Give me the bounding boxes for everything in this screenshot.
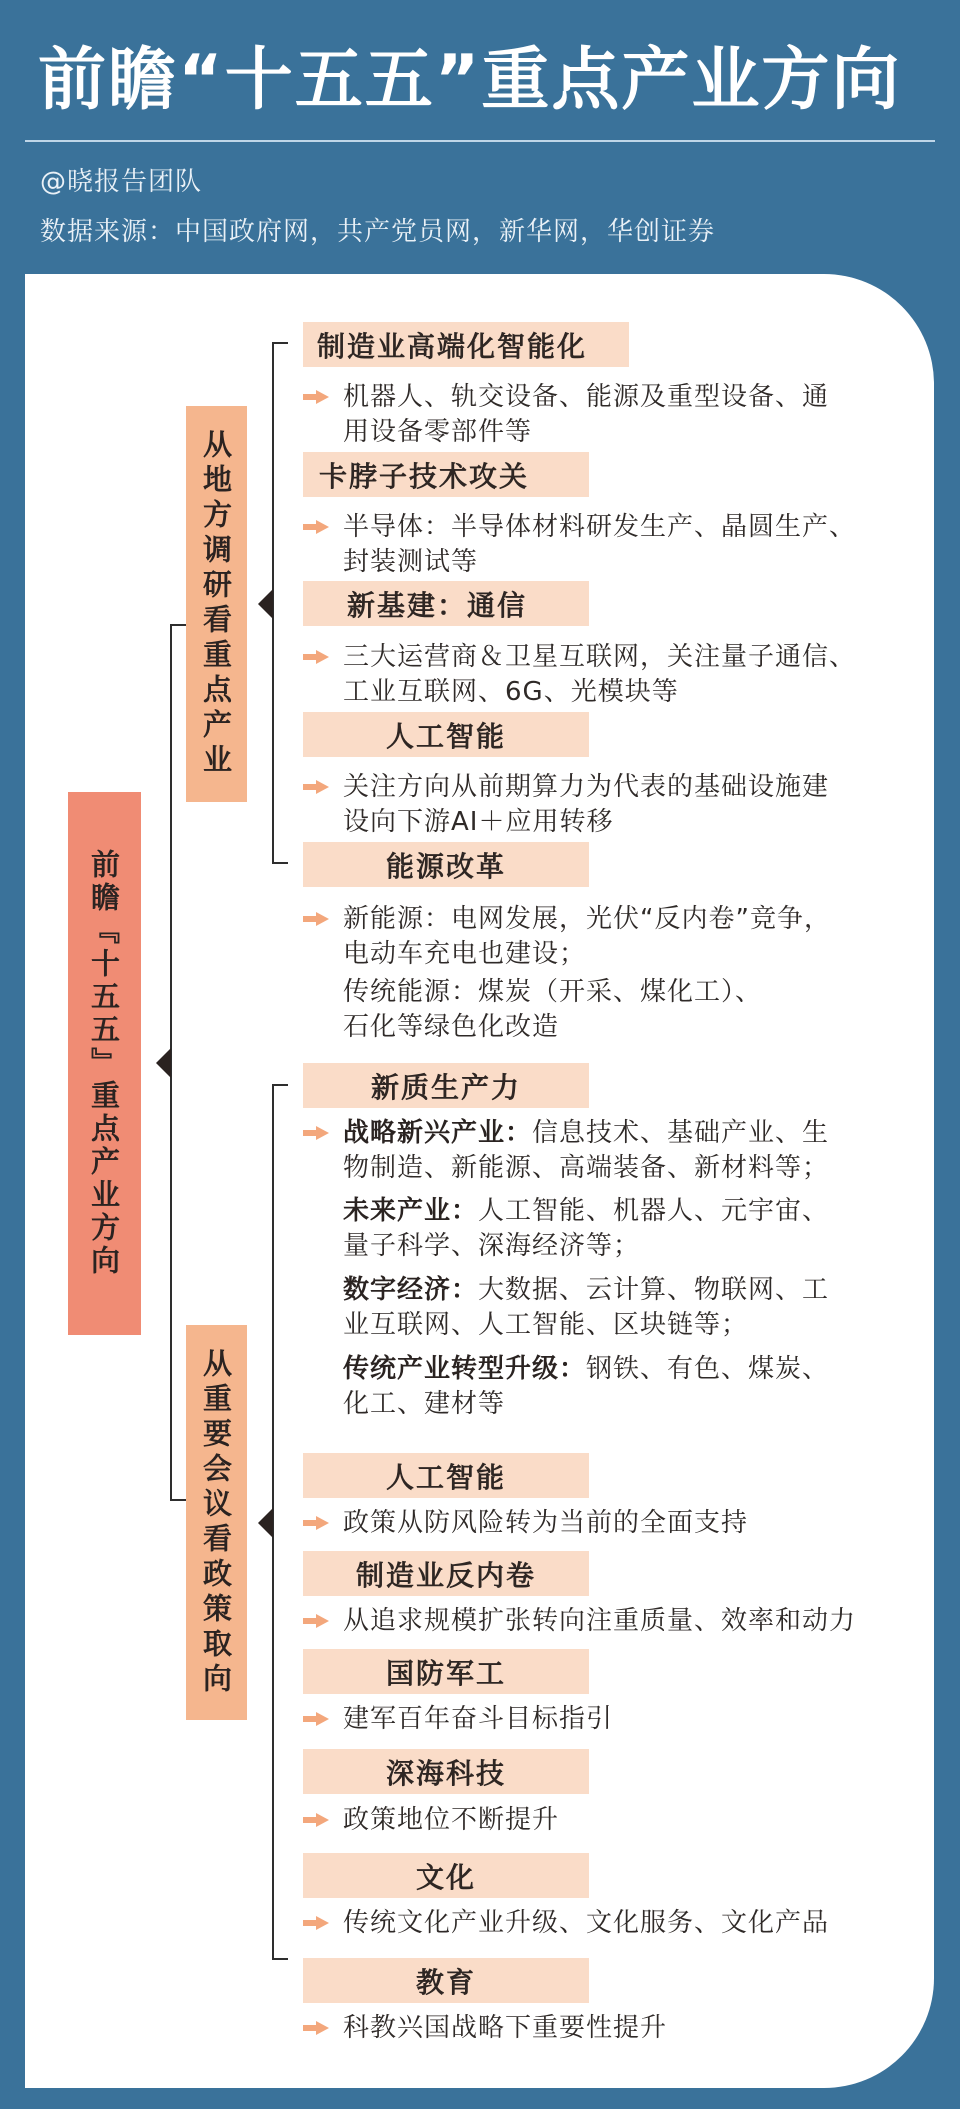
- arrow-icon: [303, 1126, 329, 1140]
- root-node-label: 前瞻『十五五』重点产业方向: [87, 849, 121, 1278]
- item-text: 传统能源：煤炭（开采、煤化工）、: [343, 977, 763, 1007]
- item-text: 新能源：电网发展，光伏“反内卷”竞争，: [343, 904, 831, 934]
- section-label: 从地方调研看重点产业: [199, 429, 233, 779]
- section1-bracket-bottom: [272, 862, 288, 864]
- section2-bracket-bottom: [272, 1958, 288, 1960]
- heading-ai-local: 人工智能: [303, 712, 589, 757]
- arrow-icon: [303, 912, 329, 926]
- section2-bracket-top: [272, 1084, 288, 1086]
- root-connector-bottom: [170, 1499, 186, 1501]
- arrow-icon: [303, 780, 329, 794]
- section1-pointer-icon: [258, 589, 273, 619]
- item-text: 政策地位不断提升: [343, 1805, 560, 1835]
- item-text: 三大运营商＆卫星互联网，关注量子通信、: [343, 642, 857, 672]
- arrow-icon: [303, 1516, 329, 1530]
- item-text: 化工、建材等: [343, 1389, 506, 1419]
- item-text: 用设备零部件等: [343, 417, 533, 447]
- section2-pointer-icon: [258, 1508, 273, 1538]
- heading-anti-involution: 制造业反内卷: [303, 1551, 589, 1596]
- heading-energy-reform: 能源改革: [303, 842, 589, 887]
- item-text: 关注方向从前期算力为代表的基础设施建: [343, 772, 830, 802]
- arrow-icon: [303, 390, 329, 404]
- item-text: 政策从防风险转为当前的全面支持: [343, 1508, 749, 1538]
- root-connector-top: [170, 624, 186, 626]
- item-text: 数字经济：大数据、云计算、物联网、工: [343, 1275, 830, 1305]
- arrow-icon: [303, 650, 329, 664]
- heading-new-infrastructure: 新基建：通信: [303, 581, 589, 626]
- data-source: 数据来源：中国政府网，共产党员网，新华网，华创证券: [40, 217, 716, 247]
- heading-manufacturing-upgrade: 制造业高端化智能化: [303, 322, 629, 367]
- root-node: [68, 792, 141, 1335]
- item-text: 传统产业转型升级：钢铁、有色、煤炭、: [343, 1354, 830, 1384]
- item-bold-prefix: 传统产业转型升级：: [343, 1354, 587, 1384]
- header-divider: [25, 140, 935, 142]
- arrow-icon: [303, 1614, 329, 1628]
- section-local-research: [186, 406, 247, 802]
- item-text: 科教兴国战略下重要性提升: [343, 2013, 668, 2043]
- item-text: 建军百年奋斗目标指引: [343, 1704, 614, 1734]
- author-credit: @晓报告团队: [40, 167, 203, 197]
- heading-culture: 文化: [303, 1853, 589, 1898]
- arrow-icon: [303, 2021, 329, 2035]
- page-title: 前瞻“十五五”重点产业方向: [38, 41, 902, 120]
- heading-education: 教育: [303, 1958, 589, 2003]
- item-bold-prefix: 战略新兴产业：: [343, 1118, 533, 1148]
- heading-defense: 国防军工: [303, 1649, 589, 1694]
- item-bold-prefix: 未来产业：: [343, 1196, 479, 1226]
- item-text: 物制造、新能源、高端装备、新材料等；: [343, 1153, 830, 1183]
- root-pointer-icon: [156, 1048, 171, 1078]
- arrow-icon: [303, 1916, 329, 1930]
- arrow-icon: [303, 1813, 329, 1827]
- item-bold-prefix: 数字经济：: [343, 1275, 479, 1305]
- heading-deep-sea: 深海科技: [303, 1749, 589, 1794]
- heading-chokepoint-tech: 卡脖子技术攻关: [303, 452, 589, 497]
- arrow-icon: [303, 1712, 329, 1726]
- item-text: 量子科学、深海经济等；: [343, 1231, 641, 1261]
- item-text: 未来产业：人工智能、机器人、元宇宙、: [343, 1196, 830, 1226]
- section1-bracket-top: [272, 342, 288, 344]
- item-text: 机器人、轨交设备、能源及重型设备、通: [343, 382, 830, 412]
- item-text: 半导体：半导体材料研发生产、晶圆生产、: [343, 512, 857, 542]
- item-text: 战略新兴产业：信息技术、基础产业、生: [343, 1118, 830, 1148]
- heading-new-productivity: 新质生产力: [303, 1063, 589, 1108]
- item-text: 工业互联网、6G、光模块等: [343, 677, 679, 707]
- heading-ai-policy: 人工智能: [303, 1453, 589, 1498]
- item-text: 从追求规模扩张转向注重质量、效率和动力: [343, 1606, 857, 1636]
- section-policy-meetings: [186, 1325, 247, 1720]
- section-label: 从重要会议看政策取向: [199, 1347, 233, 1698]
- item-text: 石化等绿色化改造: [343, 1012, 560, 1042]
- item-text: 封装测试等: [343, 547, 479, 577]
- item-text: 电动车充电也建设；: [343, 939, 587, 969]
- item-text: 业互联网、人工智能、区块链等；: [343, 1310, 749, 1340]
- item-text: 传统文化产业升级、文化服务、文化产品: [343, 1908, 830, 1938]
- item-text: 设向下游AI＋应用转移: [343, 807, 614, 837]
- arrow-icon: [303, 520, 329, 534]
